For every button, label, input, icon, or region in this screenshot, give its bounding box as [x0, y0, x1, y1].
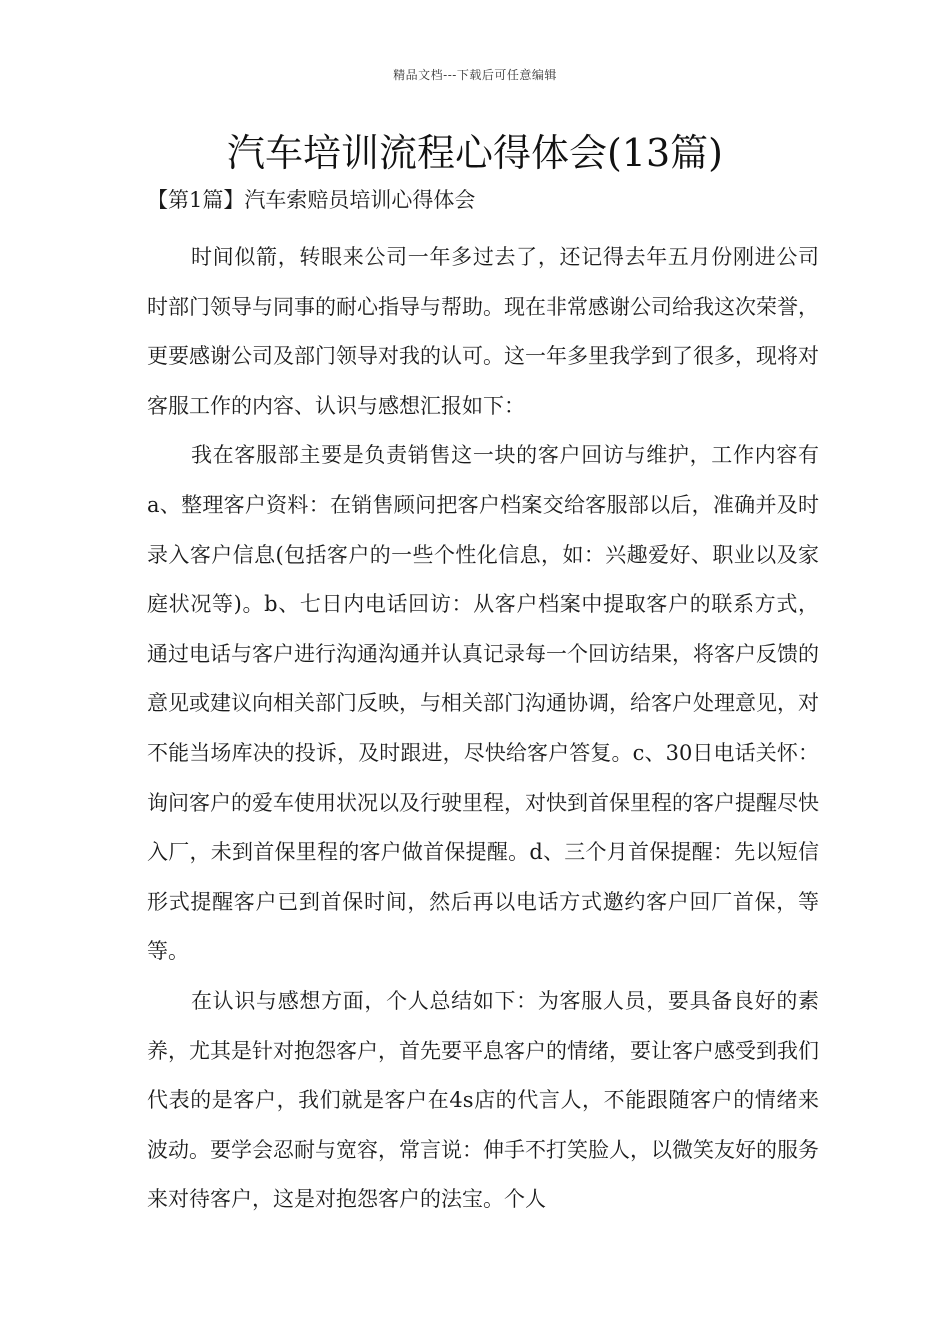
paragraph: 在认识与感想方面，个人总结如下：为客服人员，要具备良好的素养，尤其是针对抱怨客户，首先要平息客户的情绪，要让客户感受到我们代表的是客户，我们就是客户在4s店的代言人，不能跟随客户的情绪来波动。要学会忍耐与宽容，常言说：伸手不打笑脸人，以微笑友好的服务来对待客户，这是对抱怨客户的法宝。个人 — [147, 988, 819, 1212]
section-heading: 【第1篇】汽车索赔员培训心得体会 — [147, 188, 476, 212]
paragraph: 时间似箭，转眼来公司一年多过去了，还记得去年五月份刚进公司时部门领导与同事的耐心指导与帮助。现在非常感谢公司给我这次荣誉，更要感谢公司及部门领导对我的认可。这一年多里我学到了很多，现将对客服工作的内容、认识与感想汇报如下： — [147, 245, 819, 418]
header-note: 精品文档---下载后可任意编辑 — [393, 68, 557, 82]
document-title: 汽车培训流程心得体会(13篇) — [226, 131, 723, 175]
paragraph: 我在客服部主要是负责销售这一块的客户回访与维护，工作内容有a、整理客户资料：在销售顾问把客户档案交给客服部以后，准确并及时录入客户信息(包括客户的一些个性化信息，如：兴趣爱好、职业以及家庭状况等)。b、七日内电话回访：从客户档案中提取客户的联系方式，通过电话与客户进行沟通沟通并认真记录每一个回访结果，将客户反馈的意见或建议向相关部门反映，与相关部门沟通协调，给客户处理意见，对不能当场库决的投诉，及时跟进，尽快给客户答复。c、30日电话关怀：询问客户的爱车使用状况以及行驶里程，对快到首保里程的客户提醒尽快入厂，未到首保里程的客户做首保提醒。d、三个月首保提醒：先以短信形式提醒客户已到首保时间，然后再以电话方式邀约客户回厂首保，等等。 — [147, 443, 819, 964]
document-body — [147, 233, 819, 1225]
